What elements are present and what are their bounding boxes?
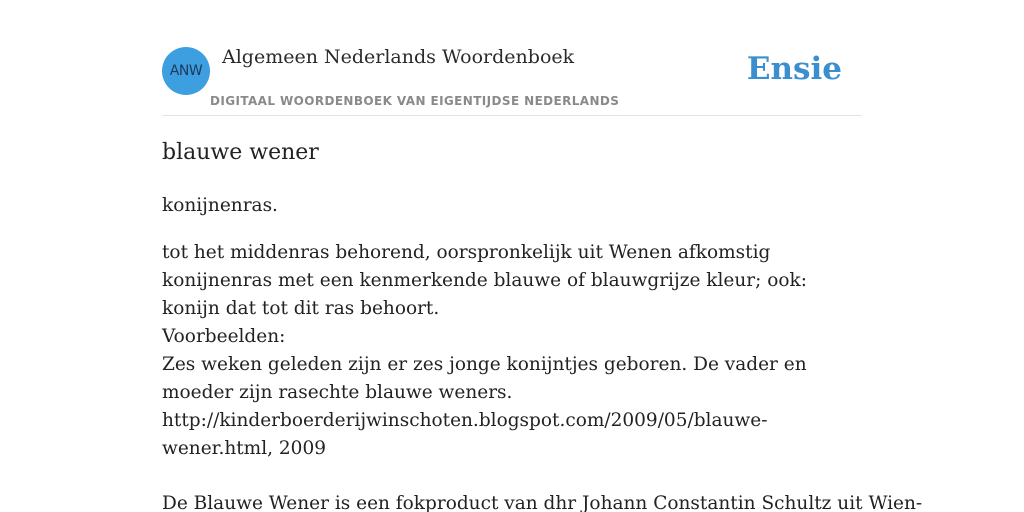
example-text: De Blauwe Wener is een fokproduct van dhr Johann Constantin Schultz uit Wien- bbox=[162, 493, 923, 512]
ensie-brand-link[interactable]: Ensie bbox=[746, 51, 842, 87]
anw-logo[interactable] bbox=[162, 47, 210, 95]
headword: blauwe wener bbox=[162, 140, 319, 165]
example-source: http://kinderboerderijwinschoten.blogspot.com/2009/05/blauwe-wener.html, 2009 bbox=[162, 410, 768, 459]
logo-text: ANW bbox=[169, 63, 203, 79]
site-title[interactable]: Algemeen Nederlands Woordenboek bbox=[222, 46, 575, 68]
page bbox=[162, 0, 923, 512]
examples-label: Voorbeelden: bbox=[162, 326, 286, 347]
example-text: Zes weken geleden zijn er zes jonge konijntjes geboren. De vader en moeder zijn rasechte blauwe weners. bbox=[162, 354, 807, 403]
long-definition: tot het middenras behorend, oorspronkelijk uit Wenen afkomstig konijnenras met een kenmerkende blauwe of blauwgrijze kleur; ook: konijn dat tot dit ras behoort. bbox=[162, 242, 807, 319]
short-definition: konijnenras. bbox=[162, 195, 278, 216]
site-header bbox=[162, 0, 862, 116]
site-subtitle: DIGITAAL WOORDENBOEK VAN EIGENTIJDSE NEDERLANDS bbox=[210, 94, 620, 108]
